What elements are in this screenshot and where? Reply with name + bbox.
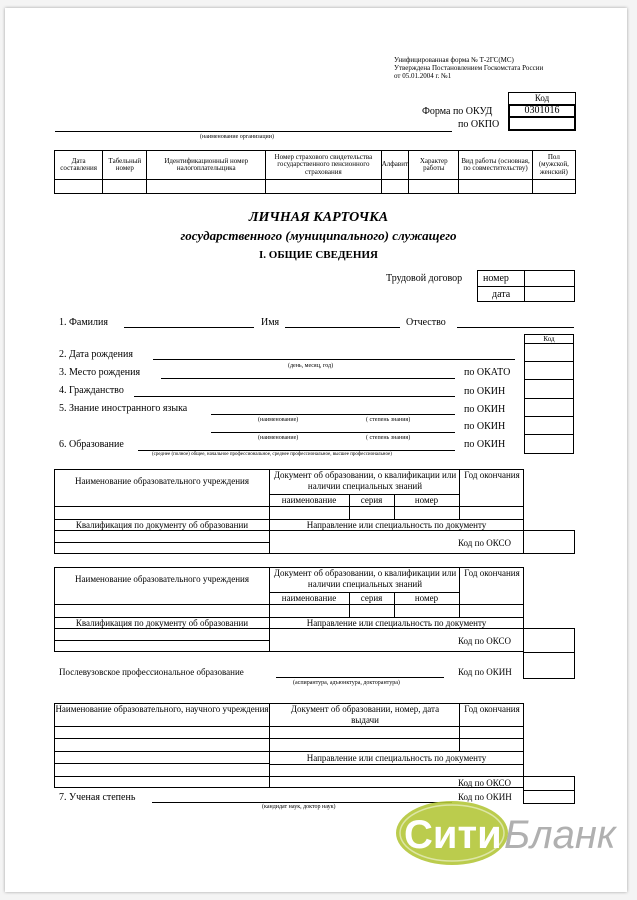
language-okin-label: по ОКИН (464, 404, 506, 415)
language-caption-name-2: (наименование) (258, 435, 299, 441)
birthdate-caption: (день, месяц, год) (288, 363, 334, 369)
postgrad-field[interactable] (276, 677, 444, 678)
okato-code-field[interactable] (525, 362, 574, 378)
info-table (54, 150, 576, 194)
edu1-year-header: Год окончания (464, 470, 520, 480)
postgrad-label: Послевузовское профессиональное образование (59, 667, 244, 677)
language-okin-label-2: по ОКИН (464, 421, 506, 432)
okso-code-field-1[interactable] (523, 530, 575, 554)
language-label: 5. Знание иностранного языка (59, 403, 188, 414)
logo-text-blank: Бланк (504, 813, 616, 857)
edu2-doc-series: серия (360, 593, 383, 603)
card-subtitle: государственного (муниципального) служащего (180, 228, 457, 243)
birthplace-label: 3. Место рождения (59, 367, 141, 378)
form-number: Унифицированная форма № Т-2ГС(МС) (394, 56, 514, 64)
sci-okso-label: Код по ОКСО (458, 778, 511, 788)
info-cell-snils[interactable] (266, 180, 382, 194)
birthplace-field[interactable] (161, 378, 455, 379)
edu1-specialty-header: Направление или специальность по документу (306, 520, 487, 530)
edu2-specialty-header: Направление или специальность по документу (306, 618, 487, 628)
info-header-work-character: Характер работы (409, 151, 459, 180)
okpo-code-field[interactable] (508, 117, 576, 131)
edu2-year-header: Год окончания (464, 568, 520, 578)
surname-label: 1. Фамилия (59, 317, 108, 328)
card-title: ЛИЧНАЯ КАРТОЧКА (248, 210, 389, 225)
edu1-doc-name: наименование (281, 495, 337, 505)
info-cell-date[interactable] (55, 180, 103, 194)
education-label: 6. Образование (59, 439, 124, 450)
birthdate-label: 2. Дата рождения (59, 349, 133, 360)
contract-date-label: дата (492, 289, 511, 300)
degree-label: 7. Ученая степень (59, 792, 136, 803)
edu1-document-header: Документ об образовании, о квалификации или наличии специальных знаний (273, 470, 457, 491)
surname-field[interactable] (124, 327, 254, 328)
language-field-2[interactable] (211, 432, 455, 433)
info-header-sex: Пол (мужской, женский) (532, 151, 575, 180)
form-approval-date: от 05.01.2004 г. №1 (394, 72, 452, 80)
info-header-alphabet: Алфавит (381, 151, 408, 180)
info-cell-work-type[interactable] (459, 180, 532, 194)
sci-specialty-header: Направление или специальность по документу (306, 753, 487, 763)
contract-number-label: номер (483, 273, 509, 284)
info-header-date: Дата составления (55, 151, 103, 180)
sci-okin-label: Код по ОКИН (458, 792, 512, 802)
sci-institution-header: Наименование образовательного, научного учреждения (55, 704, 269, 714)
language-field[interactable] (211, 414, 455, 415)
organization-caption: (наименование организации) (200, 134, 274, 140)
patronymic-label: Отчество (406, 317, 446, 328)
edu2-document-header: Документ об образовании, о квалификации или наличии специальных знаний (273, 568, 457, 589)
name-label: Имя (261, 317, 280, 328)
sci-year-header: Год окончания (464, 704, 520, 714)
birthdate-field[interactable] (153, 359, 515, 360)
edu2-doc-name: наименование (281, 593, 337, 603)
language-caption-level-2: ( степень знания) (366, 435, 411, 441)
sci-document-header: Документ об образовании, номер, дата выдачи (290, 704, 440, 725)
logo-text-siti: Сити (404, 813, 502, 857)
okato-label: по ОКАТО (464, 367, 511, 378)
contract-label: Трудовой договор (386, 273, 463, 284)
degree-caption: (кандидат наук, доктор наук) (262, 804, 336, 810)
info-header-snils: Номер страхового свидетельства государственного пенсионного страхования (266, 151, 382, 180)
edu1-doc-number: номер (414, 495, 439, 505)
postgrad-okin-label: Код по ОКИН (458, 667, 512, 677)
education-caption: (среднее (полное) общее, начальное профессиональное, среднее профессиональное, высшее профессиональное) (152, 452, 392, 457)
edu1-doc-series: серия (360, 495, 383, 505)
postgrad-caption: (аспирантура, адъюнктура, докторантура) (293, 680, 400, 686)
okud-code: 0301016 (524, 105, 560, 116)
info-cell-tabnum[interactable] (103, 180, 147, 194)
organization-name-field[interactable] (55, 131, 452, 132)
okso-okin-codes-2[interactable] (523, 628, 575, 679)
edu2-okso-label: Код по ОКСО (458, 636, 511, 646)
section-title: I. ОБЩИЕ СВЕДЕНИЯ (259, 249, 378, 261)
edu2-doc-number: номер (414, 593, 439, 603)
name-field[interactable] (285, 327, 400, 328)
okud-label: Форма по ОКУД (422, 106, 493, 117)
info-header-inn: Идентификационный номер налогоплательщика (147, 151, 266, 180)
form-approval: Утверждена Постановлением Госкомстата России (394, 64, 544, 72)
info-cell-alphabet[interactable] (381, 180, 408, 194)
education-okin-label: по ОКИН (464, 439, 506, 450)
contract-date-field[interactable] (525, 287, 574, 301)
citizenship-field[interactable] (134, 396, 455, 397)
info-cell-sex[interactable] (532, 180, 575, 194)
edu2-institution-header: Наименование образовательного учреждения (75, 574, 249, 584)
info-header-work-type: Вид работы (основная, по совместительству) (459, 151, 532, 180)
edu1-qualification-header: Квалификация по документу об образовании (75, 520, 249, 530)
edu1-okso-label: Код по ОКСО (458, 538, 511, 548)
code-header: Код (534, 93, 550, 103)
edu1-institution-header: Наименование образовательного учреждения (75, 476, 249, 486)
language-caption-name: (наименование) (258, 417, 299, 423)
contract-number-field[interactable] (525, 271, 574, 285)
citizenship-okin-label: по ОКИН (464, 386, 506, 397)
language-caption-level: ( степень знания) (366, 417, 411, 423)
education-field[interactable] (138, 450, 455, 451)
edu2-qualification-header: Квалификация по документу об образовании (75, 618, 249, 628)
info-cell-work-character[interactable] (409, 180, 459, 194)
info-header-tabnum: Табельный номер (103, 151, 147, 180)
info-cell-inn[interactable] (147, 180, 266, 194)
okpo-label: по ОКПО (458, 119, 500, 130)
patronymic-field[interactable] (457, 327, 574, 328)
citizenship-label: 4. Гражданство (59, 385, 124, 396)
sitiblank-logo (396, 789, 626, 869)
citizenship-code-field[interactable] (525, 380, 574, 397)
